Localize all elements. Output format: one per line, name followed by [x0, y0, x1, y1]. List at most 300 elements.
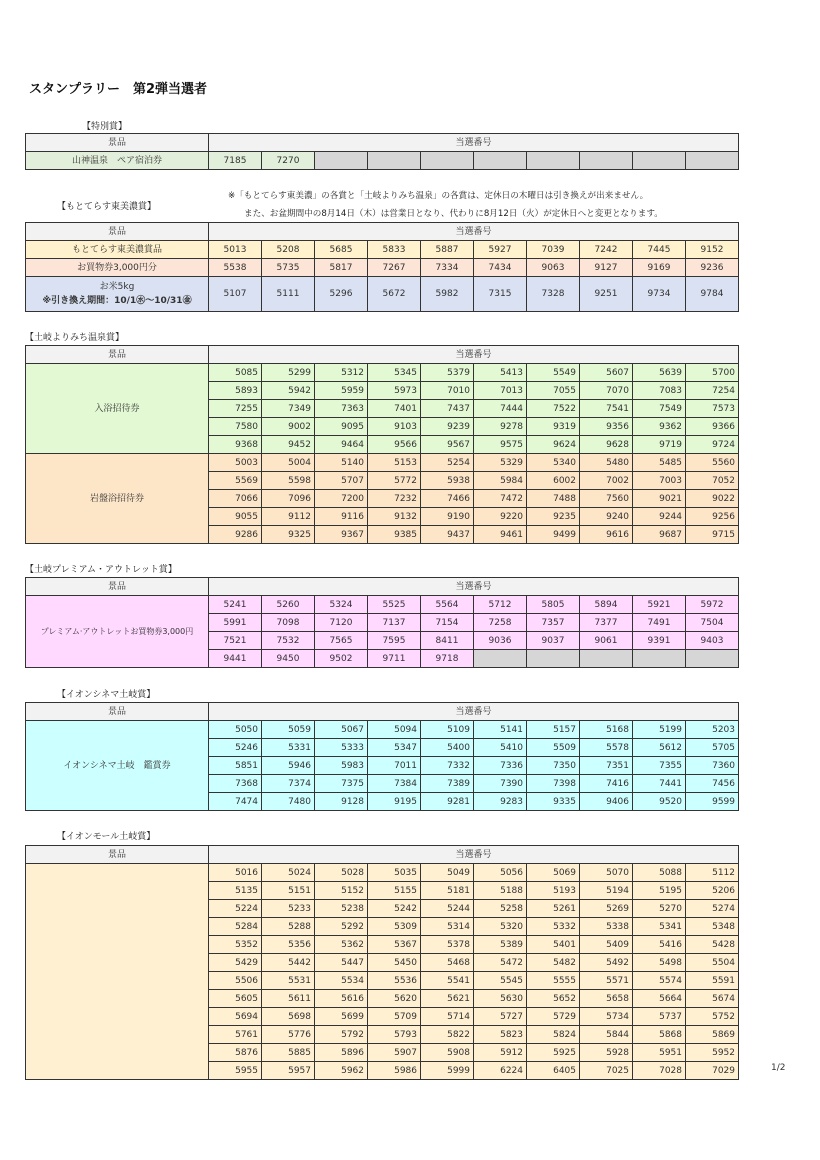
winning-number: 5312 — [315, 364, 368, 382]
winning-number: 5912 — [474, 1044, 527, 1062]
header-prize: 景品 — [26, 134, 209, 152]
section-label-outlet: 【土岐プレミアム・アウトレット賞】 — [25, 565, 177, 575]
section-label-special: 【特別賞】 — [82, 122, 128, 132]
winning-number: 5735 — [262, 259, 315, 277]
winning-number: 7390 — [474, 775, 527, 793]
winning-number: 5400 — [421, 739, 474, 757]
winning-number: 5153 — [368, 454, 421, 472]
winning-number: 7504 — [686, 614, 739, 632]
winning-number: 5578 — [580, 739, 633, 757]
winning-number: 7480 — [262, 793, 315, 811]
winning-number: 5111 — [262, 277, 315, 312]
winning-number: 5333 — [315, 739, 368, 757]
winning-number: 5155 — [368, 882, 421, 900]
winning-number: 5331 — [262, 739, 315, 757]
winning-number: 7350 — [527, 757, 580, 775]
winning-number: 5238 — [315, 900, 368, 918]
winning-number: 9575 — [474, 436, 527, 454]
winning-number: 7445 — [633, 241, 686, 259]
winning-number: 5378 — [421, 936, 474, 954]
table-header-row — [26, 703, 739, 721]
winning-number: 5151 — [262, 882, 315, 900]
winning-number: 5699 — [315, 1008, 368, 1026]
winning-number: 9628 — [580, 436, 633, 454]
winning-number: 5203 — [686, 721, 739, 739]
winning-number: 7002 — [580, 472, 633, 490]
winning-number: 5672 — [368, 277, 421, 312]
winning-number: 5986 — [368, 1062, 421, 1080]
empty-cell — [527, 152, 580, 170]
empty-cell — [368, 152, 421, 170]
exchange-note-line2: また、お盆期間中の8月14日（木）は営業日となり、代わりに8月12日（火）が定休日へと変更となります。 — [244, 209, 663, 219]
winning-number: 5658 — [580, 990, 633, 1008]
winning-number: 5485 — [633, 454, 686, 472]
winning-number: 7334 — [421, 259, 474, 277]
winning-number: 5824 — [527, 1026, 580, 1044]
winning-number: 5776 — [262, 1026, 315, 1044]
winning-number: 7466 — [421, 490, 474, 508]
winning-number: 5598 — [262, 472, 315, 490]
winning-number: 6002 — [527, 472, 580, 490]
winning-number: 5772 — [368, 472, 421, 490]
winning-number: 5973 — [368, 382, 421, 400]
winning-number: 9499 — [527, 526, 580, 544]
winning-number: 5152 — [315, 882, 368, 900]
winning-number: 5761 — [209, 1026, 262, 1044]
winning-number: 5314 — [421, 918, 474, 936]
winning-number: 5538 — [209, 259, 262, 277]
winning-number: 5652 — [527, 990, 580, 1008]
winning-number: 5389 — [474, 936, 527, 954]
winning-number: 5685 — [315, 241, 368, 259]
winning-number: 5416 — [633, 936, 686, 954]
table-row — [26, 259, 739, 277]
prize-name: お米5kg — [99, 282, 135, 292]
winning-number: 5727 — [474, 1008, 527, 1026]
winning-number: 5024 — [262, 864, 315, 882]
winning-number: 7565 — [315, 632, 368, 650]
winning-number: 5450 — [368, 954, 421, 972]
winning-number: 5401 — [527, 936, 580, 954]
header-prize: 景品 — [26, 346, 209, 364]
winning-number: 9452 — [262, 436, 315, 454]
section-label-yorimichi: 【土岐よりみち温泉賞】 — [25, 333, 125, 343]
winning-number: 9095 — [315, 418, 368, 436]
header-prize: 景品 — [26, 703, 209, 721]
winning-number: 9021 — [633, 490, 686, 508]
winning-number: 9152 — [686, 241, 739, 259]
motetora-prize-table — [25, 222, 739, 312]
winning-number: 7066 — [209, 490, 262, 508]
winning-number: 5928 — [580, 1044, 633, 1062]
table-row — [26, 241, 739, 259]
empty-cell — [474, 650, 527, 668]
table-row — [26, 596, 739, 614]
winning-number: 5258 — [474, 900, 527, 918]
exchange-note-line1: ※「もとてらす東美濃」の各賞と「土岐よりみち温泉」の各賞は、定休日の木曜日は引き換えが出来ません。 — [228, 191, 649, 201]
winning-number: 5571 — [580, 972, 633, 990]
winning-number: 5737 — [633, 1008, 686, 1026]
winning-number: 5506 — [209, 972, 262, 990]
winning-number: 9391 — [633, 632, 686, 650]
prize-name: 入浴招待券 — [26, 364, 209, 454]
winning-number: 5410 — [474, 739, 527, 757]
winning-number: 7013 — [474, 382, 527, 400]
prize-name — [26, 277, 209, 312]
winning-number: 9616 — [580, 526, 633, 544]
winning-number: 9278 — [474, 418, 527, 436]
winning-number: 7522 — [527, 400, 580, 418]
winning-number: 5140 — [315, 454, 368, 472]
winning-number: 7003 — [633, 472, 686, 490]
winning-number: 5016 — [209, 864, 262, 882]
winning-number: 7120 — [315, 614, 368, 632]
winning-number: 5549 — [527, 364, 580, 382]
winning-number: 5109 — [421, 721, 474, 739]
winning-number: 5541 — [421, 972, 474, 990]
winning-number: 5069 — [527, 864, 580, 882]
winning-number: 5480 — [580, 454, 633, 472]
winning-number: 7549 — [633, 400, 686, 418]
winning-number: 5088 — [633, 864, 686, 882]
winning-number: 5983 — [315, 757, 368, 775]
winning-number: 5639 — [633, 364, 686, 382]
winning-number: 7255 — [209, 400, 262, 418]
winning-number: 5472 — [474, 954, 527, 972]
winning-number: 7401 — [368, 400, 421, 418]
winning-number: 5224 — [209, 900, 262, 918]
table-header-row — [26, 578, 739, 596]
mall-prize-table — [25, 845, 739, 1080]
winning-number: 5261 — [527, 900, 580, 918]
winning-number: 7052 — [686, 472, 739, 490]
prize-name: もとてらす東美濃賞品 — [26, 241, 209, 259]
winning-number: 9724 — [686, 436, 739, 454]
page-number: 1/2 — [771, 1063, 786, 1073]
winning-number: 5946 — [262, 757, 315, 775]
table-header-row — [26, 346, 739, 364]
winning-number: 5260 — [262, 596, 315, 614]
winning-number: 5569 — [209, 472, 262, 490]
winning-number: 7336 — [474, 757, 527, 775]
yorimichi-prize-table — [25, 345, 739, 544]
winning-number: 9325 — [262, 526, 315, 544]
winning-number: 5233 — [262, 900, 315, 918]
header-winning-numbers: 当選番号 — [209, 346, 739, 364]
winning-number: 5907 — [368, 1044, 421, 1062]
winning-number: 5612 — [633, 739, 686, 757]
winning-number: 9719 — [633, 436, 686, 454]
winning-number: 5409 — [580, 936, 633, 954]
empty-cell — [580, 650, 633, 668]
winning-number: 5851 — [209, 757, 262, 775]
winning-number: 5817 — [315, 259, 368, 277]
winning-number: 5107 — [209, 277, 262, 312]
winning-number: 9283 — [474, 793, 527, 811]
winning-number: 9319 — [527, 418, 580, 436]
winning-number: 5564 — [421, 596, 474, 614]
empty-cell — [527, 650, 580, 668]
header-winning-numbers: 当選番号 — [209, 134, 739, 152]
winning-number: 5447 — [315, 954, 368, 972]
winning-number: 5921 — [633, 596, 686, 614]
winning-number: 7083 — [633, 382, 686, 400]
winning-number: 5309 — [368, 918, 421, 936]
winning-number: 5112 — [686, 864, 739, 882]
winning-number: 9127 — [580, 259, 633, 277]
winning-number: 5254 — [421, 454, 474, 472]
winning-number: 9195 — [368, 793, 421, 811]
winning-number: 9624 — [527, 436, 580, 454]
winning-number: 7011 — [368, 757, 421, 775]
winning-number: 9366 — [686, 418, 739, 436]
winning-number: 5352 — [209, 936, 262, 954]
winning-number: 7441 — [633, 775, 686, 793]
winning-number: 5070 — [580, 864, 633, 882]
winning-number: 7368 — [209, 775, 262, 793]
winning-number: 5545 — [474, 972, 527, 990]
winning-number: 7328 — [527, 277, 580, 312]
winning-number: 9036 — [474, 632, 527, 650]
winning-number: 5805 — [527, 596, 580, 614]
winning-number: 5284 — [209, 918, 262, 936]
winning-number: 5296 — [315, 277, 368, 312]
winning-number: 5712 — [474, 596, 527, 614]
winning-number: 5822 — [421, 1026, 474, 1044]
winning-number: 5338 — [580, 918, 633, 936]
winning-number: 5531 — [262, 972, 315, 990]
winning-number: 5347 — [368, 739, 421, 757]
winning-number: 9711 — [368, 650, 421, 668]
winning-number: 5050 — [209, 721, 262, 739]
winning-number: 5320 — [474, 918, 527, 936]
winning-number: 5244 — [421, 900, 474, 918]
winning-number: 7560 — [580, 490, 633, 508]
winning-number: 9281 — [421, 793, 474, 811]
winning-number: 5908 — [421, 1044, 474, 1062]
winning-number: 5894 — [580, 596, 633, 614]
winning-number: 5362 — [315, 936, 368, 954]
winning-number: 7232 — [368, 490, 421, 508]
winning-number: 5013 — [209, 241, 262, 259]
winning-number: 5833 — [368, 241, 421, 259]
table-row — [26, 277, 739, 312]
winning-number: 5292 — [315, 918, 368, 936]
winning-number: 9715 — [686, 526, 739, 544]
winning-number: 5984 — [474, 472, 527, 490]
prize-name: 山神温泉 ペア宿泊券 — [26, 152, 209, 170]
winning-number: 9784 — [686, 277, 739, 312]
winning-number: 9256 — [686, 508, 739, 526]
winning-number: 5876 — [209, 1044, 262, 1062]
winning-number: 5991 — [209, 614, 262, 632]
winning-number: 5067 — [315, 721, 368, 739]
winning-number: 5035 — [368, 864, 421, 882]
winning-number: 5274 — [686, 900, 739, 918]
winning-number: 7267 — [368, 259, 421, 277]
winning-number: 9437 — [421, 526, 474, 544]
winning-number: 9403 — [686, 632, 739, 650]
winning-number: 7315 — [474, 277, 527, 312]
empty-cell — [633, 152, 686, 170]
winning-number: 7521 — [209, 632, 262, 650]
winning-number: 7488 — [527, 490, 580, 508]
winning-number: 5324 — [315, 596, 368, 614]
empty-cell — [474, 152, 527, 170]
winning-number: 7580 — [209, 418, 262, 436]
winning-number: 5193 — [527, 882, 580, 900]
winning-number: 7010 — [421, 382, 474, 400]
winning-number: 5341 — [633, 918, 686, 936]
winning-number: 5329 — [474, 454, 527, 472]
winning-number: 7154 — [421, 614, 474, 632]
header-prize: 景品 — [26, 223, 209, 241]
table-row — [26, 864, 739, 882]
header-winning-numbers: 当選番号 — [209, 223, 739, 241]
winning-number: 5700 — [686, 364, 739, 382]
winning-number: 5049 — [421, 864, 474, 882]
winning-number: 5429 — [209, 954, 262, 972]
prize-name: お買物券3,000円分 — [26, 259, 209, 277]
winning-number: 7541 — [580, 400, 633, 418]
winning-number: 9286 — [209, 526, 262, 544]
winning-number: 7384 — [368, 775, 421, 793]
winning-number: 5925 — [527, 1044, 580, 1062]
winning-number: 9240 — [580, 508, 633, 526]
winning-number: 5885 — [262, 1044, 315, 1062]
table-header-row — [26, 223, 739, 241]
table-header-row — [26, 134, 739, 152]
winning-number: 5534 — [315, 972, 368, 990]
winning-number: 5698 — [262, 1008, 315, 1026]
winning-number: 7200 — [315, 490, 368, 508]
winning-number: 5536 — [368, 972, 421, 990]
winning-number: 5630 — [474, 990, 527, 1008]
winning-number: 9461 — [474, 526, 527, 544]
outlet-prize-table — [25, 577, 739, 668]
winning-number: 5714 — [421, 1008, 474, 1026]
winning-number: 5468 — [421, 954, 474, 972]
winning-number: 5085 — [209, 364, 262, 382]
winning-number: 9368 — [209, 436, 262, 454]
winning-number: 9220 — [474, 508, 527, 526]
winning-number: 9450 — [262, 650, 315, 668]
winning-number: 5952 — [686, 1044, 739, 1062]
winning-number: 5199 — [633, 721, 686, 739]
winning-number: 9464 — [315, 436, 368, 454]
winning-number: 9441 — [209, 650, 262, 668]
winning-number: 7398 — [527, 775, 580, 793]
winning-number: 5962 — [315, 1062, 368, 1080]
winning-number: 5413 — [474, 364, 527, 382]
winning-number: 7374 — [262, 775, 315, 793]
winning-number: 6405 — [527, 1062, 580, 1080]
prize-name: プレミアム·アウトレットお買物券3,000円 — [26, 596, 209, 668]
prize-name: 岩盤浴招待券 — [26, 454, 209, 544]
winning-number: 5972 — [686, 596, 739, 614]
winning-number: 5004 — [262, 454, 315, 472]
winning-number: 5555 — [527, 972, 580, 990]
winning-number: 5428 — [686, 936, 739, 954]
table-header-row — [26, 846, 739, 864]
winning-number: 5345 — [368, 364, 421, 382]
winning-number: 7254 — [686, 382, 739, 400]
empty-cell — [580, 152, 633, 170]
empty-cell — [421, 152, 474, 170]
winning-number: 5707 — [315, 472, 368, 490]
page-title: スタンプラリー 第2弾当選者 — [29, 82, 208, 97]
table-row — [26, 454, 739, 472]
empty-cell — [315, 152, 368, 170]
winning-number: 9132 — [368, 508, 421, 526]
winning-number: 5141 — [474, 721, 527, 739]
winning-number: 5927 — [474, 241, 527, 259]
winning-number: 9112 — [262, 508, 315, 526]
winning-number: 9362 — [633, 418, 686, 436]
winning-number: 9103 — [368, 418, 421, 436]
winning-number: 5246 — [209, 739, 262, 757]
empty-cell — [686, 152, 739, 170]
winning-number: 9037 — [527, 632, 580, 650]
winning-number: 7573 — [686, 400, 739, 418]
empty-cell — [633, 650, 686, 668]
winning-number: 9236 — [686, 259, 739, 277]
winning-number: 5094 — [368, 721, 421, 739]
winning-number: 7029 — [686, 1062, 739, 1080]
winning-number: 7185 — [209, 152, 262, 170]
winning-number: 5525 — [368, 596, 421, 614]
winning-number: 5621 — [421, 990, 474, 1008]
winning-number: 9128 — [315, 793, 368, 811]
winning-number: 5442 — [262, 954, 315, 972]
winning-number: 5367 — [368, 936, 421, 954]
winning-number: 5694 — [209, 1008, 262, 1026]
winning-number: 7270 — [262, 152, 315, 170]
exchange-period-note: ※引き換え期間：10/1㊌～10/31㊎ — [42, 296, 192, 306]
winning-number: 9061 — [580, 632, 633, 650]
winning-number: 5942 — [262, 382, 315, 400]
winning-number: 5206 — [686, 882, 739, 900]
header-prize: 景品 — [26, 846, 209, 864]
winning-number: 9502 — [315, 650, 368, 668]
header-winning-numbers: 当選番号 — [209, 846, 739, 864]
winning-number: 5752 — [686, 1008, 739, 1026]
winning-number: 9367 — [315, 526, 368, 544]
winning-number: 5135 — [209, 882, 262, 900]
empty-cell — [686, 650, 739, 668]
winning-number: 5241 — [209, 596, 262, 614]
winning-number: 5793 — [368, 1026, 421, 1044]
winning-number: 5982 — [421, 277, 474, 312]
winning-number: 5056 — [474, 864, 527, 882]
winning-number: 5844 — [580, 1026, 633, 1044]
winning-number: 7434 — [474, 259, 527, 277]
winning-number: 5028 — [315, 864, 368, 882]
winning-number: 9566 — [368, 436, 421, 454]
winning-number: 7137 — [368, 614, 421, 632]
winning-number: 5181 — [421, 882, 474, 900]
winning-number: 5482 — [527, 954, 580, 972]
winning-number: 9055 — [209, 508, 262, 526]
winning-number: 7028 — [633, 1062, 686, 1080]
table-row — [26, 152, 739, 170]
special-prize-table — [25, 133, 739, 170]
winning-number: 5868 — [633, 1026, 686, 1044]
winning-number: 7595 — [368, 632, 421, 650]
winning-number: 9356 — [580, 418, 633, 436]
winning-number: 5620 — [368, 990, 421, 1008]
winning-number: 7070 — [580, 382, 633, 400]
